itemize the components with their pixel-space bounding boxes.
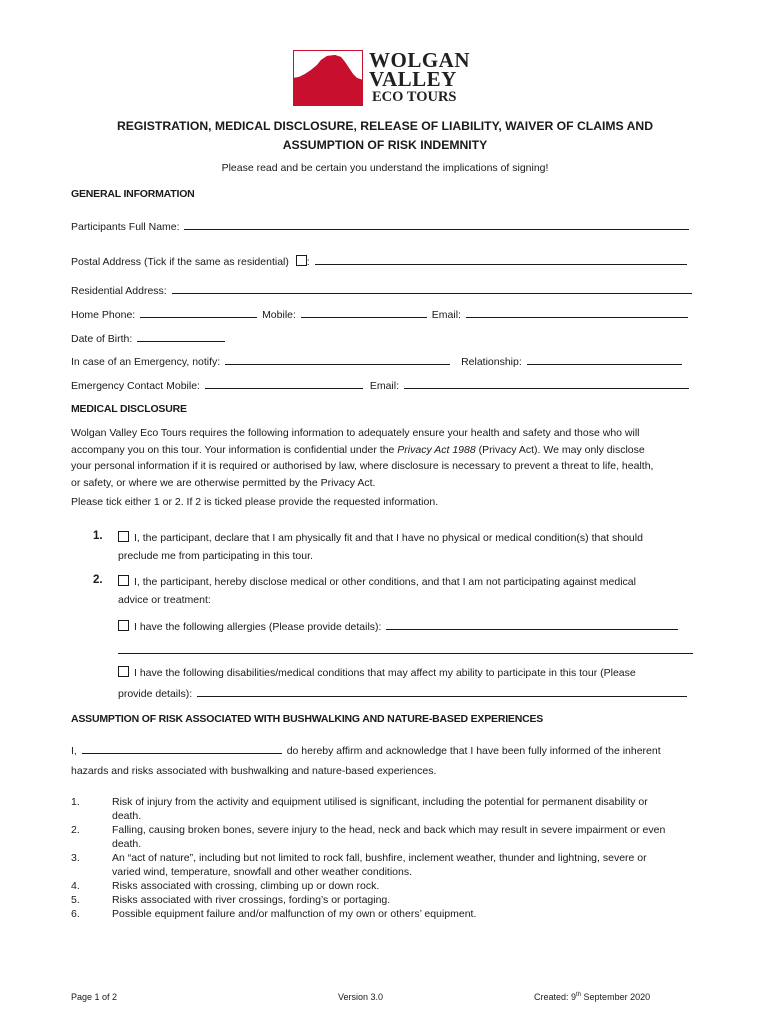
risk-item-number: 4.: [71, 880, 80, 892]
allergies-field[interactable]: [386, 619, 678, 630]
emergency-email-label: Email:: [369, 380, 400, 392]
disabilities-label-continued: provide details):: [118, 688, 193, 700]
page-number: Page 1 of 2: [71, 992, 118, 1002]
postal-address-label: Postal Address (Tick if the same as residential): [71, 256, 289, 268]
company-logo: [293, 50, 479, 106]
risk-item-number: 6.: [71, 908, 80, 920]
dob-label: Date of Birth:: [71, 333, 133, 345]
risk-item: [112, 796, 702, 824]
option-2-checkbox[interactable]: [118, 575, 129, 586]
disabilities-row-2: [118, 686, 689, 700]
risk-item-number: 1.: [71, 796, 80, 808]
risk-item-text: An “act of nature”, including but not limited to rock fall, bushfire, inclement weather, thunder and lightning, severe or: [112, 852, 647, 864]
created-date-ordinal: th: [576, 992, 582, 998]
postal-colon: :: [306, 256, 310, 268]
risk-item-text: Risk of injury from the activity and equipment utilised is significant, including the potential for permanent disability or: [112, 796, 648, 808]
option-2-number: 2.: [93, 574, 103, 586]
created-date-text: Created: 9: [534, 992, 577, 1002]
email-field[interactable]: [466, 307, 688, 318]
home-phone-label: Home Phone:: [71, 309, 136, 321]
emergency-row: [71, 354, 684, 368]
allergies-field-continued[interactable]: [118, 643, 693, 654]
disabilities-checkbox[interactable]: [118, 666, 129, 677]
option-1-line2: preclude me from participating in this tour.: [118, 550, 313, 562]
allergies-row: [118, 619, 680, 633]
medical-disclosure-heading: MEDICAL DISCLOSURE: [71, 403, 187, 415]
disabilities-label: I have the following disabilities/medical conditions that may affect my ability to participate in this tour (Please: [134, 667, 636, 679]
dob-row: [71, 331, 227, 345]
risk-item-text: death.: [112, 837, 142, 850]
privacy-act-reference: Privacy Act 1988: [397, 443, 476, 456]
dob-field[interactable]: [137, 331, 225, 342]
residential-address-field[interactable]: [172, 283, 692, 294]
relationship-label: Relationship:: [461, 356, 522, 368]
version-label: Version 3.0: [338, 992, 384, 1002]
option-2-line1: [118, 575, 636, 588]
risk-item-text: death.: [112, 809, 142, 822]
option-2-line2: advice or treatment:: [118, 594, 211, 606]
assumption-of-risk-heading: ASSUMPTION OF RISK ASSOCIATED WITH BUSHWALKING AND NATURE-BASED EXPERIENCES: [71, 713, 544, 725]
full-name-row: [71, 219, 691, 233]
document-title: [60, 117, 710, 155]
paragraph-line: [71, 442, 701, 459]
emergency-mobile-label: Emergency Contact Mobile:: [71, 380, 200, 392]
paragraph-line: Wolgan Valley Eco Tours requires the following information to adequately ensure your health and safety and those who will: [71, 427, 640, 439]
full-name-field[interactable]: [184, 219, 689, 230]
affirmation-text: do hereby affirm and acknowledge that I have been fully informed of the inherent: [286, 745, 661, 757]
risk-item: Possible equipment failure and/or malfunction of my own or others’ equipment.: [112, 908, 477, 920]
risk-item-number: 2.: [71, 824, 80, 836]
mobile-field[interactable]: [301, 307, 427, 318]
risk-item-text: varied wind, temperature, snowfall and other weather conditions.: [112, 865, 412, 878]
affirmation-line1: [71, 743, 661, 757]
risk-item-number: 5.: [71, 894, 80, 906]
postal-address-field[interactable]: [315, 254, 687, 265]
email-label: Email:: [431, 309, 461, 321]
paragraph-text: (Privacy Act). We may only disclose: [475, 443, 645, 456]
created-date-text: September 2020: [581, 992, 651, 1002]
risk-item-number: 3.: [71, 852, 80, 864]
home-phone-field[interactable]: [140, 307, 257, 318]
risk-item: [112, 824, 702, 852]
document-title-line1: REGISTRATION, MEDICAL DISCLOSURE, RELEASE OF LIABILITY, WAIVER OF CLAIMS AND: [116, 119, 654, 133]
option-1-line1: [118, 531, 643, 544]
affirmation-line2: hazards and risks associated with bushwalking and nature-based experiences.: [71, 765, 437, 777]
mobile-label: Mobile:: [262, 309, 296, 321]
disabilities-field[interactable]: [197, 686, 687, 697]
risk-item: Risks associated with river crossings, fording’s or portaging.: [112, 894, 391, 906]
participant-name-field[interactable]: [82, 743, 282, 754]
logo-wordmark-line1: WOLGAN: [369, 48, 471, 72]
option-1-checkbox[interactable]: [118, 531, 129, 542]
residential-address-row: [71, 283, 694, 297]
paragraph-line: your personal information if it is required or authorised by law, where disclosure is necessary to prevent a threat to life, health,: [71, 460, 654, 472]
paragraph-text: accompany you on this tour. Your information is confidential under the: [71, 443, 398, 456]
paragraph-line: or safety, or where we are otherwise permitted by the Privacy Act.: [71, 476, 376, 489]
risk-item-text: Falling, causing broken bones, severe injury to the head, neck and back which may result in severe impairment or even: [112, 824, 666, 836]
tick-instruction: Please tick either 1 or 2. If 2 is ticked please provide the requested information.: [71, 496, 439, 508]
phone-row: [71, 307, 690, 321]
emergency-contact-row: [71, 378, 691, 392]
document-title-line2: ASSUMPTION OF RISK INDEMNITY: [282, 138, 488, 152]
general-information-heading: GENERAL INFORMATION: [71, 188, 195, 200]
relationship-field[interactable]: [527, 354, 682, 365]
logo-wordmark-line3: ECO TOURS: [372, 89, 457, 105]
emergency-notify-field[interactable]: [225, 354, 450, 365]
residential-address-label: Residential Address:: [71, 285, 167, 297]
allergies-label: I have the following allergies (Please provide details):: [134, 621, 382, 633]
mountain-logo-icon: [293, 50, 363, 106]
same-as-residential-checkbox[interactable]: [296, 255, 307, 266]
logo-wordmark-line2: VALLEY: [369, 67, 457, 91]
full-name-label: Participants Full Name:: [71, 221, 180, 233]
medical-disclosure-paragraph: [71, 425, 701, 491]
created-date: [534, 992, 650, 1002]
emergency-email-field[interactable]: [404, 378, 689, 389]
emergency-mobile-field[interactable]: [205, 378, 363, 389]
emergency-notify-label: In case of an Emergency, notify:: [71, 356, 221, 368]
option-2-text: I, the participant, hereby disclose medical or other conditions, and that I am not participating against medical: [134, 576, 636, 588]
risk-item: [112, 852, 702, 880]
disabilities-row: [118, 666, 636, 679]
option-1-number: 1.: [93, 530, 103, 542]
affirmation-prefix: I,: [71, 745, 77, 757]
allergies-checkbox[interactable]: [118, 620, 129, 631]
subtitle: Please read and be certain you understand the implications of signing!: [221, 162, 549, 174]
risk-item: Risks associated with crossing, climbing up or down rock.: [112, 880, 380, 892]
postal-address-row: [71, 254, 689, 268]
option-1-text: I, the participant, declare that I am physically fit and that I have no physical or medical condition(s) that should: [134, 532, 643, 544]
